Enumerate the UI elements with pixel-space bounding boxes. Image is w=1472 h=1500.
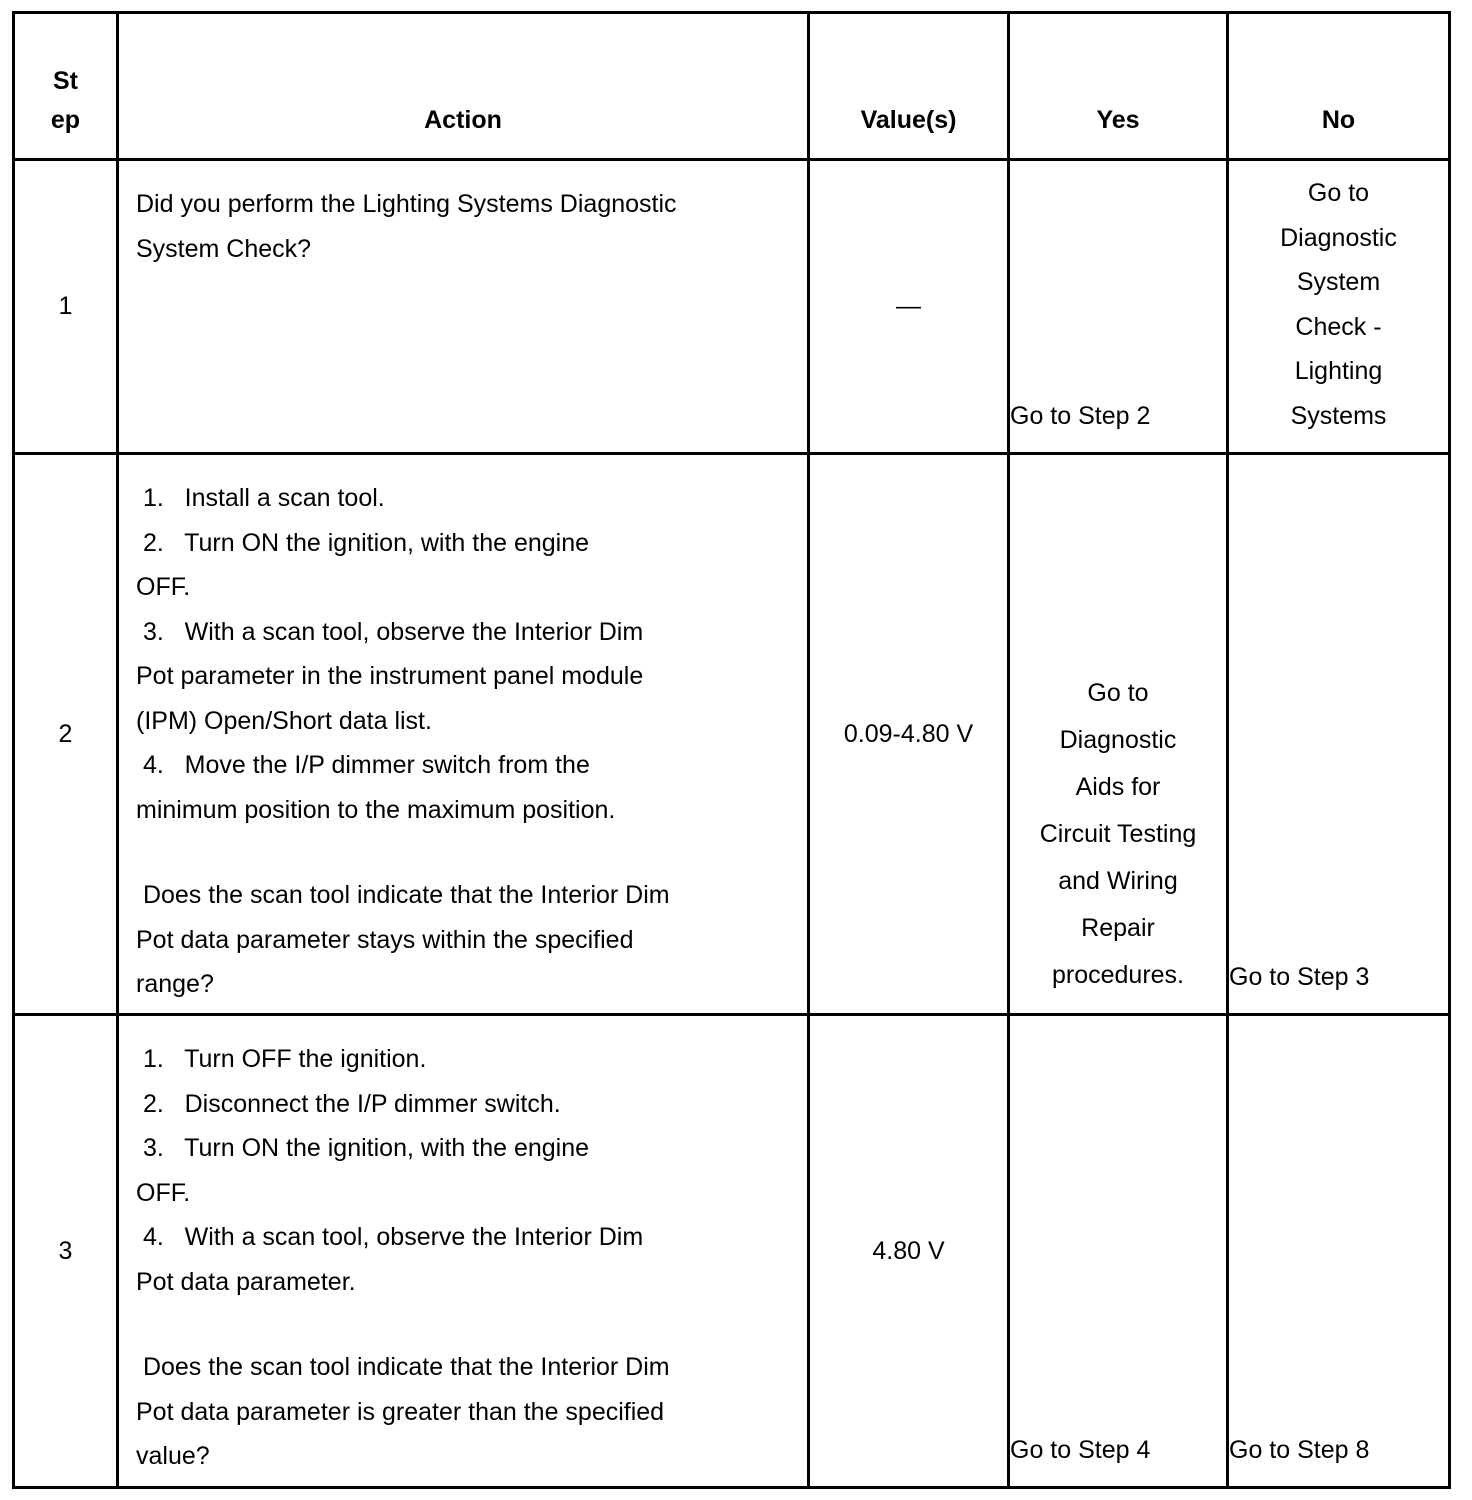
no-cell: Go to Step 8 [1228, 1015, 1450, 1488]
header-row [14, 13, 1450, 160]
diagnostic-table [12, 11, 1451, 1489]
step-number: 3 [14, 1015, 118, 1488]
action-cell: 1. Install a scan tool. 2. Turn ON the ignition, with the engine OFF. 3. With a scan tool, observe the Interior Dim Pot parameter in the instrument panel module (IPM) Open/Short data list. 4. Move the I/P dimmer switch from the minimum position to the maximum position. Does the scan tool indicate that the Interior Dim Pot data parameter stays within the specified range? [118, 454, 809, 1015]
step-number: 2 [14, 454, 118, 1015]
header-values: Value(s) [809, 13, 1009, 160]
table-row [14, 454, 1450, 1015]
no-cell: Go to Step 3 [1228, 454, 1450, 1015]
value-cell: 0.09-4.80 V [809, 454, 1009, 1015]
no-cell: Go to Diagnostic System Check - Lighting Systems [1228, 160, 1450, 454]
table-row [14, 160, 1450, 454]
header-step: St ep [14, 13, 118, 160]
header-no: No [1228, 13, 1450, 160]
action-cell: 1. Turn OFF the ignition. 2. Disconnect the I/P dimmer switch. 3. Turn ON the ignition, with the engine OFF. 4. With a scan tool, observe the Interior Dim Pot data parameter. Does the scan tool indicate that the Interior Dim Pot data parameter is greater than the specified value? [118, 1015, 809, 1488]
header-action: Action [118, 13, 809, 160]
yes-cell: Go to Diagnostic Aids for Circuit Testing and Wiring Repair procedures. [1009, 454, 1228, 1015]
value-cell: 4.80 V [809, 1015, 1009, 1488]
yes-cell: Go to Step 2 [1009, 160, 1228, 454]
yes-cell: Go to Step 4 [1009, 1015, 1228, 1488]
value-cell: — [809, 160, 1009, 454]
table-row [14, 1015, 1450, 1488]
step-number: 1 [14, 160, 118, 454]
action-cell: Did you perform the Lighting Systems Diagnostic System Check? [118, 160, 809, 454]
header-yes: Yes [1009, 13, 1228, 160]
